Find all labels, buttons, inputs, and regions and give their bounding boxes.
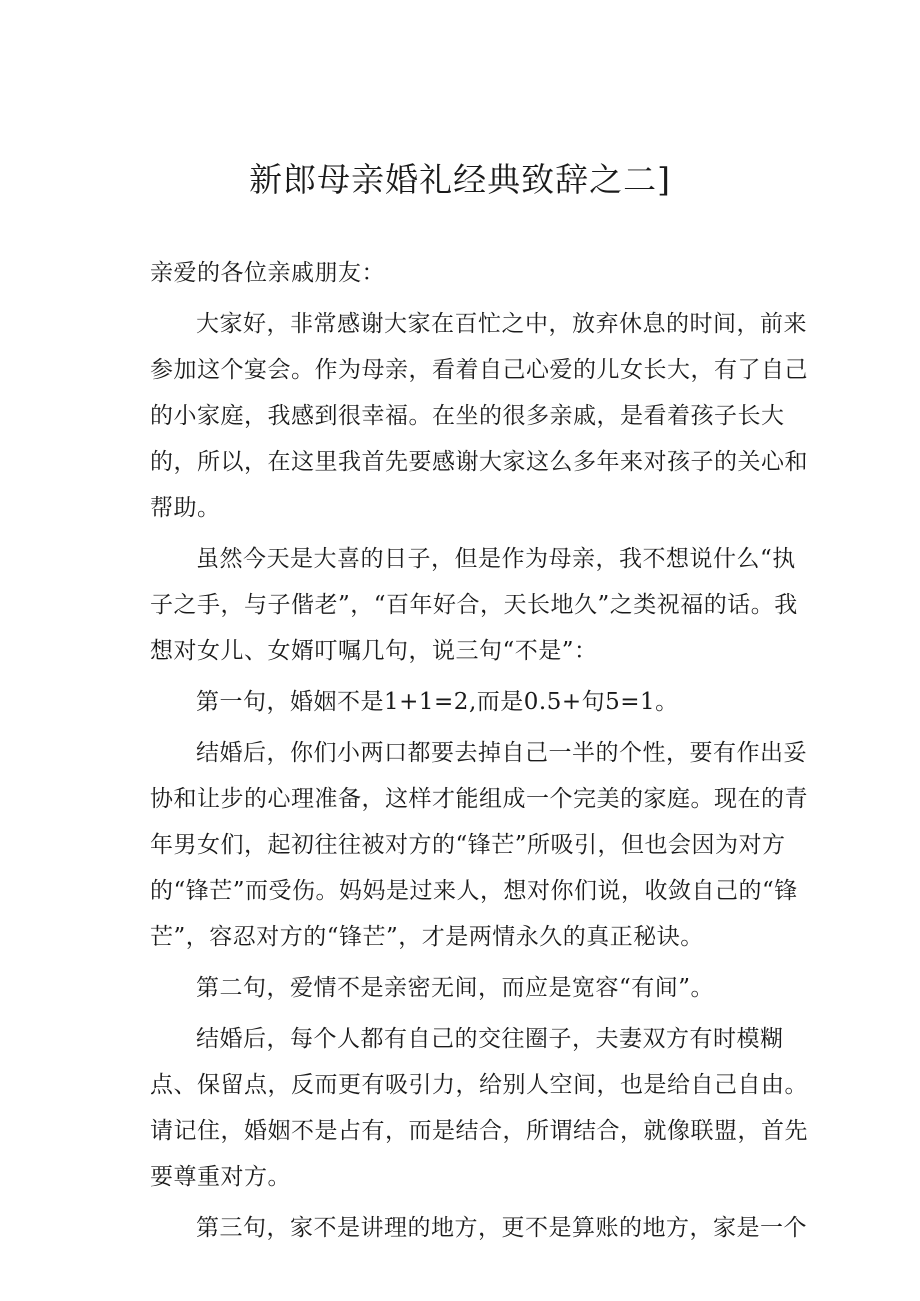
- document-body: [150, 250, 810, 1256]
- document-title: 新郎母亲婚礼经典致辞之二]: [249, 160, 671, 199]
- paragraph-4: 结婚后，你们小两口都要去掉自己一半的个性，要有作出妥协和让步的心理准备，这样才能组成一个完美的家庭。现在的青年男女们，起初往往被对方的“锋芒”所吸引，但也会因为对方的“锋芒”而受伤。妈妈是过来人，想对你们说，收敛自己的“锋芒”，容忍对方的“锋芒”，才是两情永久的真正秘诀。: [150, 740, 808, 950]
- paragraph-1: 大家好，非常感谢大家在百忙之中，放弃休息的时间，前来参加这个宴会。作为母亲，看着自己心爱的儿女长大，有了自己的小家庭，我感到很幸福。在坐的很多亲戚，是看着孩子长大的，所以，在这里我首先要感谢大家这么多年来对孩子的关心和帮助。: [150, 311, 808, 521]
- paragraph-6: 结婚后，每个人都有自己的交往圈子，夫妻双方有时模糊点、保留点，反而更有吸引力，给别人空间，也是给自己自由。请记住，婚姻不是占有，而是结合，所谓结合，就像联盟，首先要尊重对方。: [150, 1026, 808, 1190]
- paragraph-5: 第二句，爱情不是亲密无间，而应是宽容“有间”。: [196, 975, 715, 1001]
- paragraph-3: 第一句，婚姻不是1+1=2,而是0.5+句5=1。: [196, 689, 679, 715]
- paragraph-2: 虽然今天是大喜的日子，但是作为母亲，我不想说什么“执子之手，与子偕老”，“百年好合，天长地久”之类祝福的话。我想对女儿、女婿叮嘱几句，说三句“不是”：: [150, 546, 798, 664]
- salutation: 亲爱的各位亲戚朋友：: [150, 260, 385, 286]
- paragraph-7: 第三句，家不是讲理的地方，更不是算账的地方，家是一个: [196, 1215, 807, 1241]
